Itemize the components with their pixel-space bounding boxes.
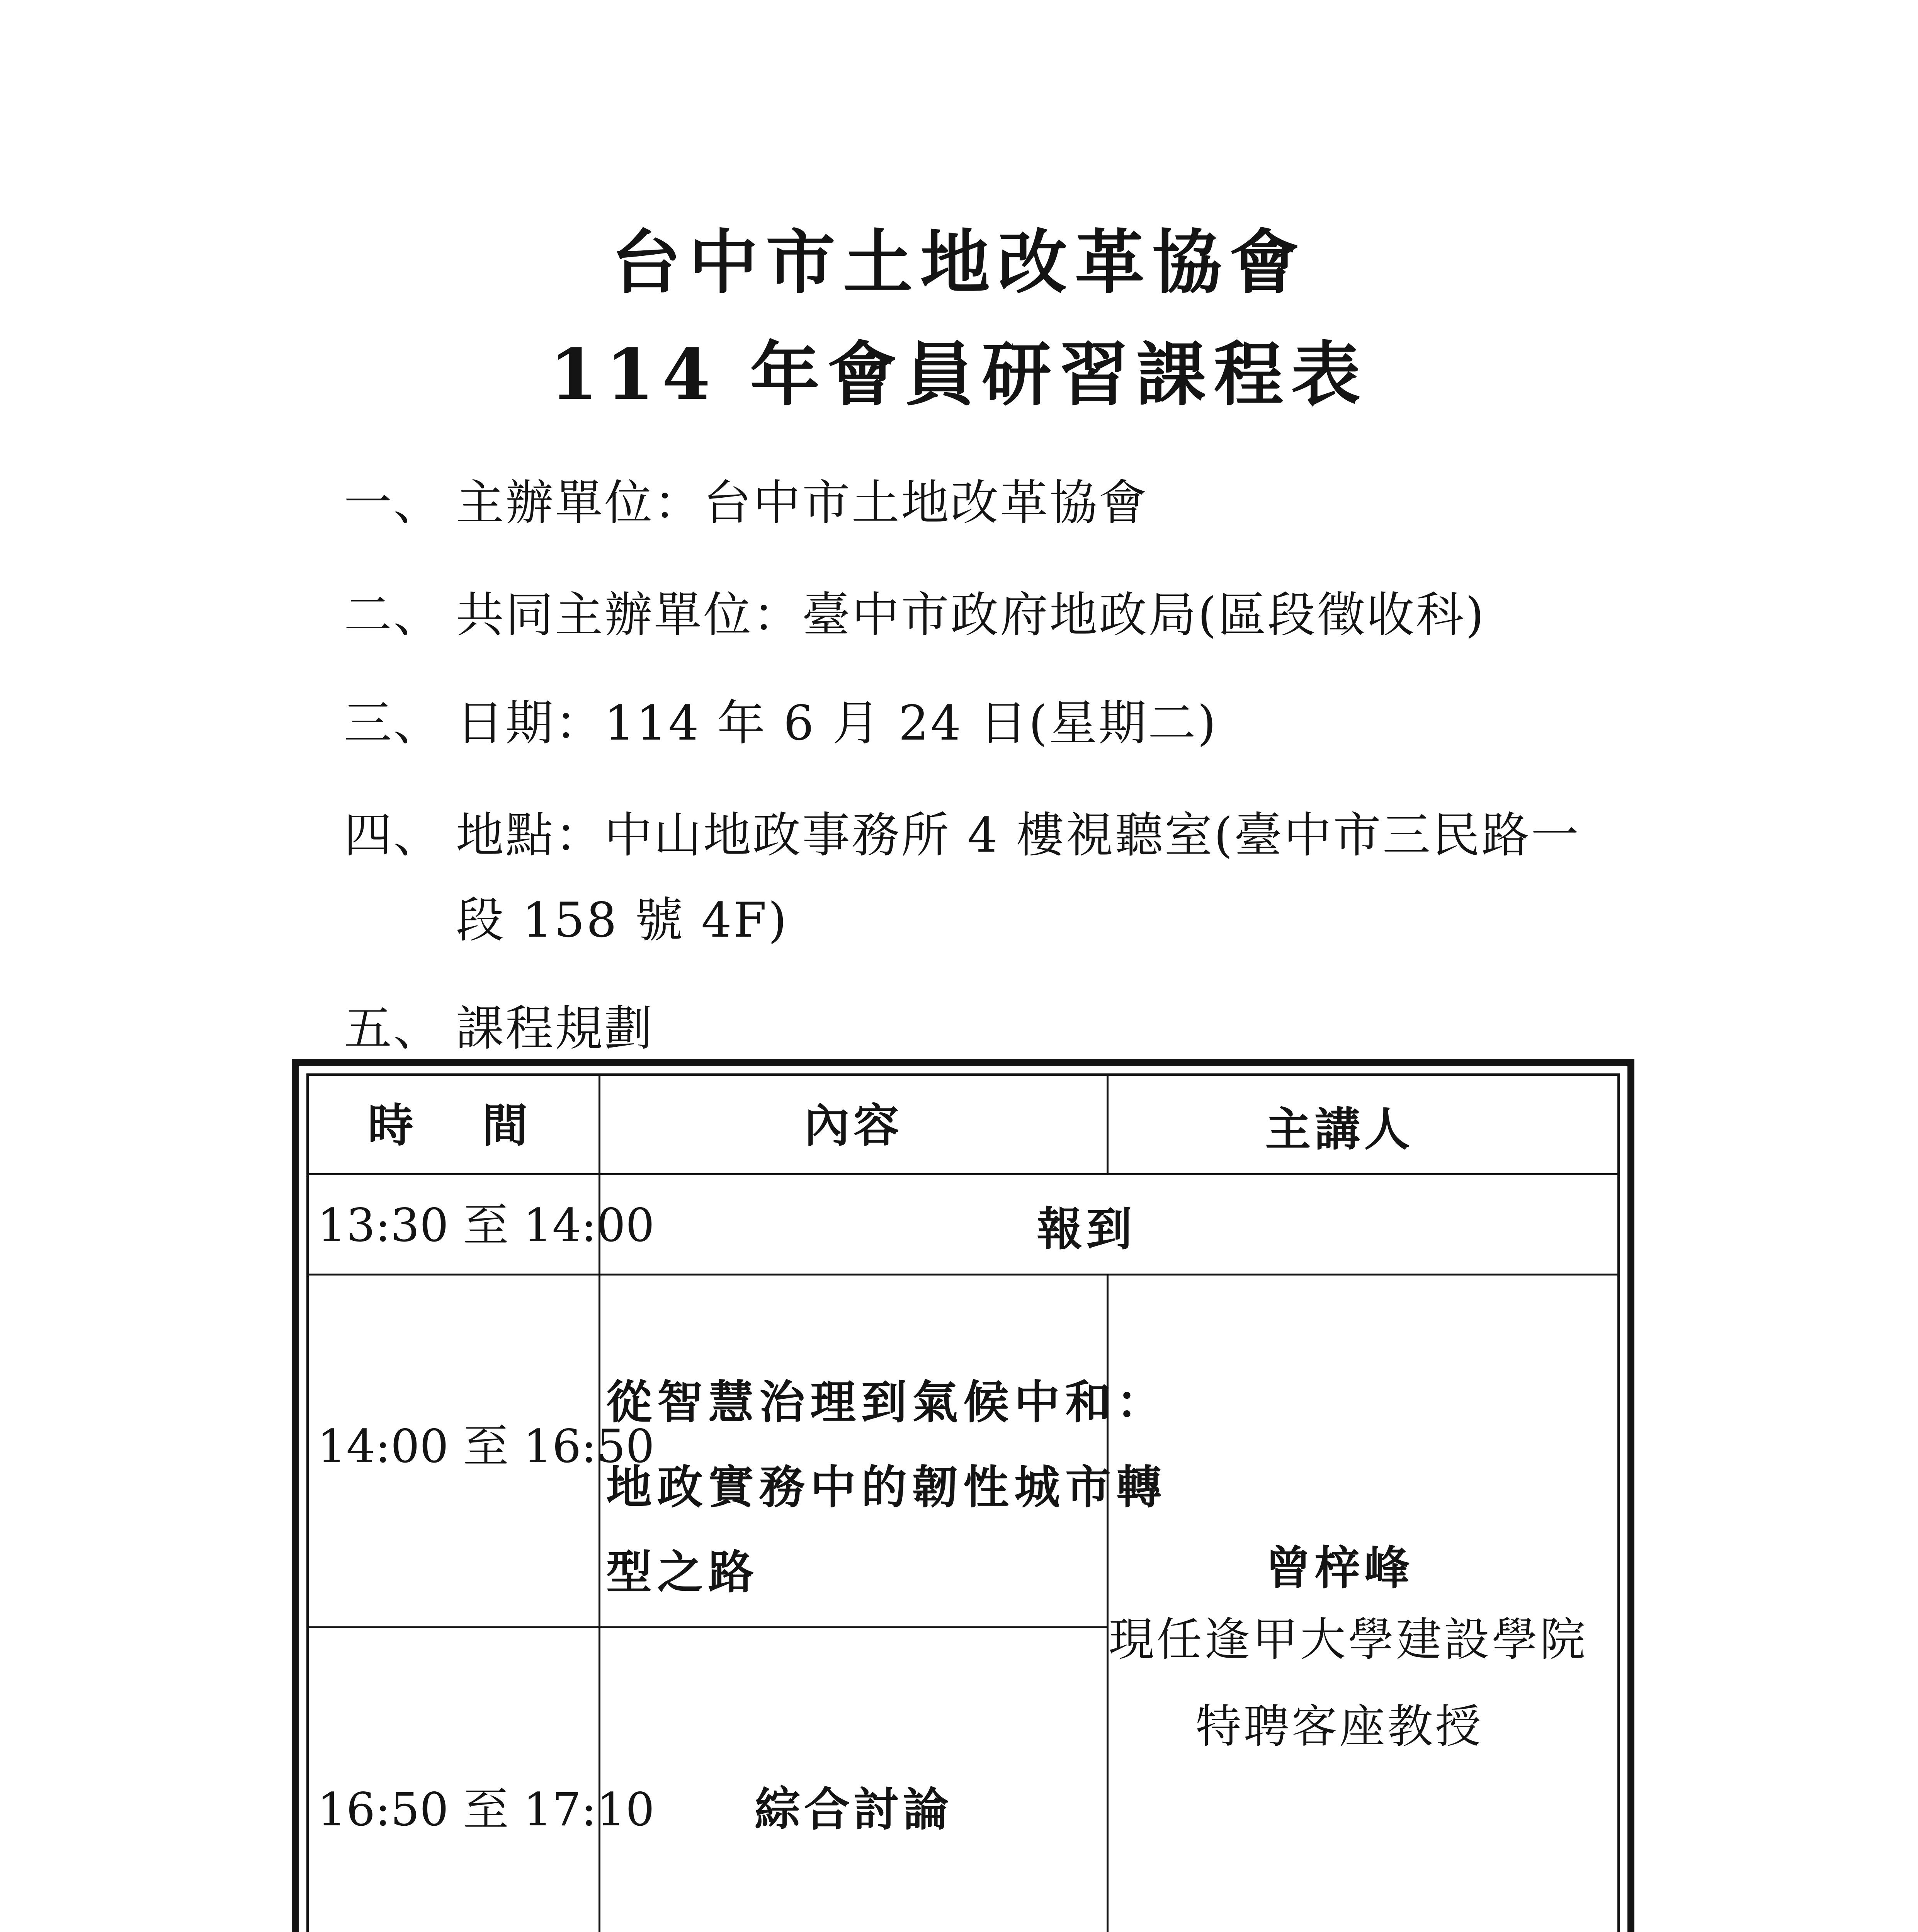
item-number: 五、 bbox=[344, 1001, 443, 1056]
row-time: 13:30 至 14:00 bbox=[317, 1199, 655, 1252]
item-text: 地點：中山地政事務所 4 樓視聽室(臺中市三民路一 bbox=[456, 808, 1581, 863]
row-time: 14:00 至 16:50 bbox=[317, 1420, 655, 1473]
content-line: 從智慧治理到氣候中和： bbox=[606, 1375, 1168, 1429]
speaker-title: 現任逢甲大學建設學院 bbox=[1109, 1613, 1588, 1666]
info-item-location-continued: 段 158 號 4F) bbox=[456, 893, 789, 948]
item-number: 四、 bbox=[344, 808, 443, 863]
item-text: 共同主辦單位：臺中市政府地政局(區段徵收科) bbox=[456, 587, 1486, 643]
content-line: 型之路 bbox=[606, 1545, 760, 1599]
speaker-name: 曾梓峰 bbox=[1265, 1541, 1414, 1595]
info-item-date bbox=[344, 696, 1218, 751]
header-content: 內容 bbox=[804, 1099, 903, 1152]
item-text: 課程規劃 bbox=[456, 1001, 654, 1056]
document-title: 台中市土地改革協會 bbox=[611, 222, 1307, 303]
row-content: 綜合討論 bbox=[754, 1782, 952, 1836]
row-content bbox=[606, 1360, 1167, 1615]
item-text: 主辦單位：台中市土地改革協會 bbox=[456, 475, 1149, 531]
item-number: 二、 bbox=[344, 587, 443, 643]
info-item-co-organizer bbox=[344, 587, 1486, 643]
item-number: 三、 bbox=[344, 696, 443, 751]
header-time: 時 間 bbox=[367, 1099, 539, 1152]
schedule-table bbox=[292, 1059, 1634, 1932]
info-item-location bbox=[344, 808, 1581, 863]
document-subtitle: 114 年會員研習課程表 bbox=[549, 334, 1369, 415]
table-rule bbox=[309, 1274, 1617, 1276]
item-text: 日期：114 年 6 月 24 日(星期二) bbox=[456, 696, 1218, 751]
row-content: 報到 bbox=[1037, 1202, 1136, 1256]
table-rule bbox=[309, 1173, 1617, 1175]
row-time: 16:50 至 17:10 bbox=[317, 1783, 655, 1836]
header-speaker: 主講人 bbox=[1265, 1102, 1414, 1156]
table-rule bbox=[309, 1626, 1107, 1628]
schedule-table-inner bbox=[306, 1073, 1620, 1932]
content-line: 地政實務中的韌性城市轉 bbox=[606, 1460, 1168, 1514]
info-item-course-plan bbox=[344, 1001, 654, 1056]
info-item-organizer bbox=[344, 475, 1149, 531]
item-number: 一、 bbox=[344, 475, 443, 531]
speaker-title: 特聘客座教授 bbox=[1195, 1700, 1483, 1753]
